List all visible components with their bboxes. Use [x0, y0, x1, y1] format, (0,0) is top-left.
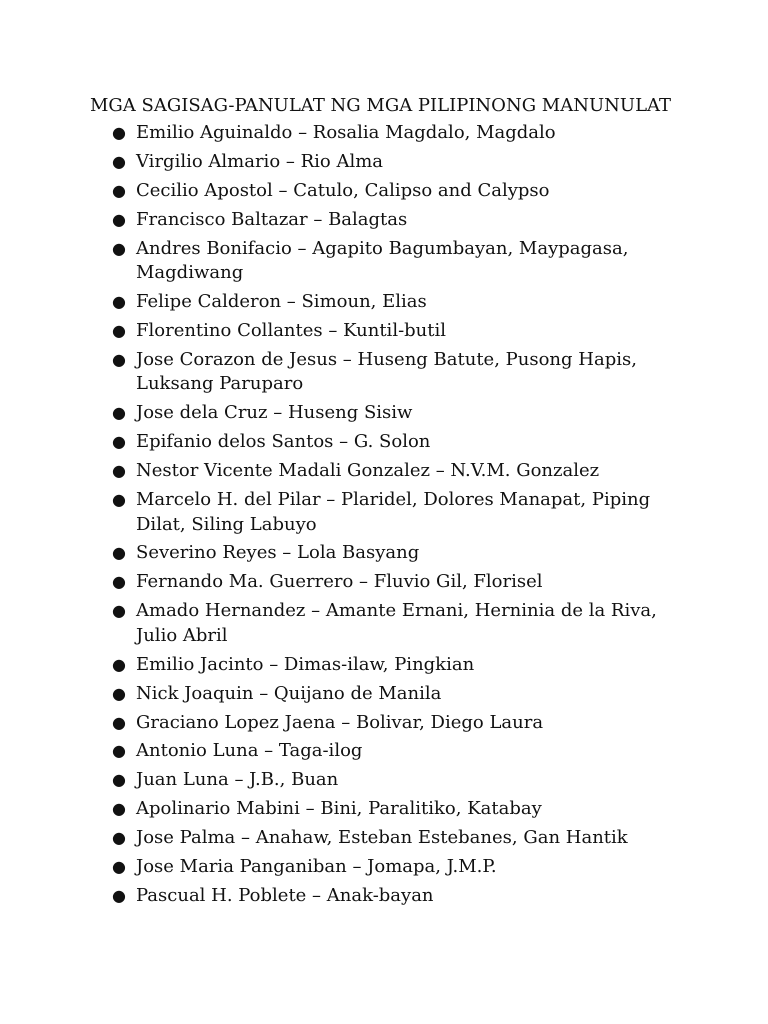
list-item	[108, 430, 668, 455]
list-item-text: Amado Hernandez – Amante Ernani, Herninia de la Riva, Julio Abril	[136, 600, 657, 646]
list-item	[108, 150, 668, 175]
bullet-icon: ●	[112, 432, 126, 452]
list-item	[108, 121, 668, 146]
list-item	[108, 570, 668, 595]
list-item	[108, 459, 668, 484]
bullet-icon: ●	[112, 683, 126, 703]
list-item-text: Francisco Baltazar – Balagtas	[136, 208, 408, 230]
list-item	[108, 855, 668, 880]
list-item-text: Felipe Calderon – Simoun, Elias	[136, 291, 427, 313]
bullet-icon: ●	[112, 320, 126, 340]
pen-name-list	[108, 121, 668, 913]
list-item	[108, 488, 668, 537]
list-item-text: Marcelo H. del Pilar – Plaridel, Dolores Manapat, Piping Dilat, Siling Labuyo	[136, 488, 651, 535]
bullet-icon: ●	[112, 461, 126, 481]
list-item-text: Jose Maria Panganiban – Jomapa, J.M.P.	[136, 855, 497, 877]
list-item	[108, 768, 668, 793]
list-item-text: Severino Reyes – Lola Basyang	[136, 542, 420, 564]
document-title: MGA SAGISAG-PANULAT NG MGA PILIPINONG MANUNULAT	[90, 95, 672, 116]
list-item	[108, 599, 668, 648]
bullet-icon: ●	[112, 828, 126, 848]
bullet-icon: ●	[112, 885, 126, 905]
bullet-icon: ●	[112, 856, 126, 876]
list-item	[108, 541, 668, 566]
list-item-text: Fernando Ma. Guerrero – Fluvio Gil, Florisel	[136, 571, 543, 593]
list-item-text: Andres Bonifacio – Agapito Bagumbayan, Maypagasa, Magdiwang	[136, 237, 629, 284]
bullet-icon: ●	[112, 292, 126, 312]
bullet-icon: ●	[112, 799, 126, 819]
list-item	[108, 208, 668, 233]
list-item-text: Juan Luna – J.B., Buan	[136, 769, 339, 791]
list-item-text: Nick Joaquin – Quijano de Manila	[136, 682, 442, 704]
list-item	[108, 319, 668, 344]
list-item	[108, 711, 668, 736]
bullet-icon: ●	[112, 209, 126, 229]
list-item-text: Pascual H. Poblete – Anak-bayan	[136, 884, 434, 906]
bullet-icon: ●	[112, 489, 126, 509]
bullet-icon: ●	[112, 543, 126, 563]
list-item-text: Antonio Luna – Taga-ilog	[136, 740, 363, 762]
list-item	[108, 653, 668, 678]
bullet-icon: ●	[112, 151, 126, 171]
bullet-icon: ●	[112, 403, 126, 423]
list-item-text: Cecilio Apostol – Catulo, Calipso and Calypso	[136, 179, 550, 201]
list-item	[108, 401, 668, 426]
bullet-icon: ●	[112, 712, 126, 732]
list-item	[108, 682, 668, 707]
list-item-text: Apolinario Mabini – Bini, Paralitiko, Katabay	[136, 798, 542, 820]
list-item-text: Emilio Jacinto – Dimas-ilaw, Pingkian	[136, 653, 475, 675]
list-item-text: Jose Corazon de Jesus – Huseng Batute, Pusong Hapis, Luksang Paruparo	[136, 348, 637, 395]
list-item	[108, 179, 668, 204]
list-item	[108, 348, 668, 397]
bullet-icon: ●	[112, 654, 126, 674]
list-item	[108, 884, 668, 909]
bullet-icon: ●	[112, 741, 126, 761]
list-item	[108, 797, 668, 822]
list-item-text: Virgilio Almario – Rio Alma	[136, 150, 384, 172]
list-item	[108, 826, 668, 851]
list-item-text: Florentino Collantes – Kuntil-butil	[136, 319, 447, 341]
bullet-icon: ●	[112, 601, 126, 621]
bullet-icon: ●	[112, 180, 126, 200]
list-item-text: Jose Palma – Anahaw, Esteban Estebanes, Gan Hantik	[136, 827, 628, 849]
list-item-text: Epifanio delos Santos – G. Solon	[136, 431, 431, 453]
bullet-icon: ●	[112, 123, 126, 142]
bullet-icon: ●	[112, 349, 126, 369]
list-item	[108, 237, 668, 286]
list-item-text: Nestor Vicente Madali Gonzalez – N.V.M. Gonzalez	[136, 460, 600, 482]
list-item-text: Emilio Aguinaldo – Rosalia Magdalo, Magdalo	[136, 122, 556, 143]
list-item	[108, 739, 668, 764]
list-item-text: Jose dela Cruz – Huseng Sisiw	[136, 402, 413, 424]
list-item	[108, 290, 668, 315]
bullet-icon: ●	[112, 572, 126, 592]
bullet-icon: ●	[112, 238, 126, 258]
bullet-icon: ●	[112, 770, 126, 790]
list-item-text: Graciano Lopez Jaena – Bolivar, Diego Laura	[136, 711, 544, 733]
